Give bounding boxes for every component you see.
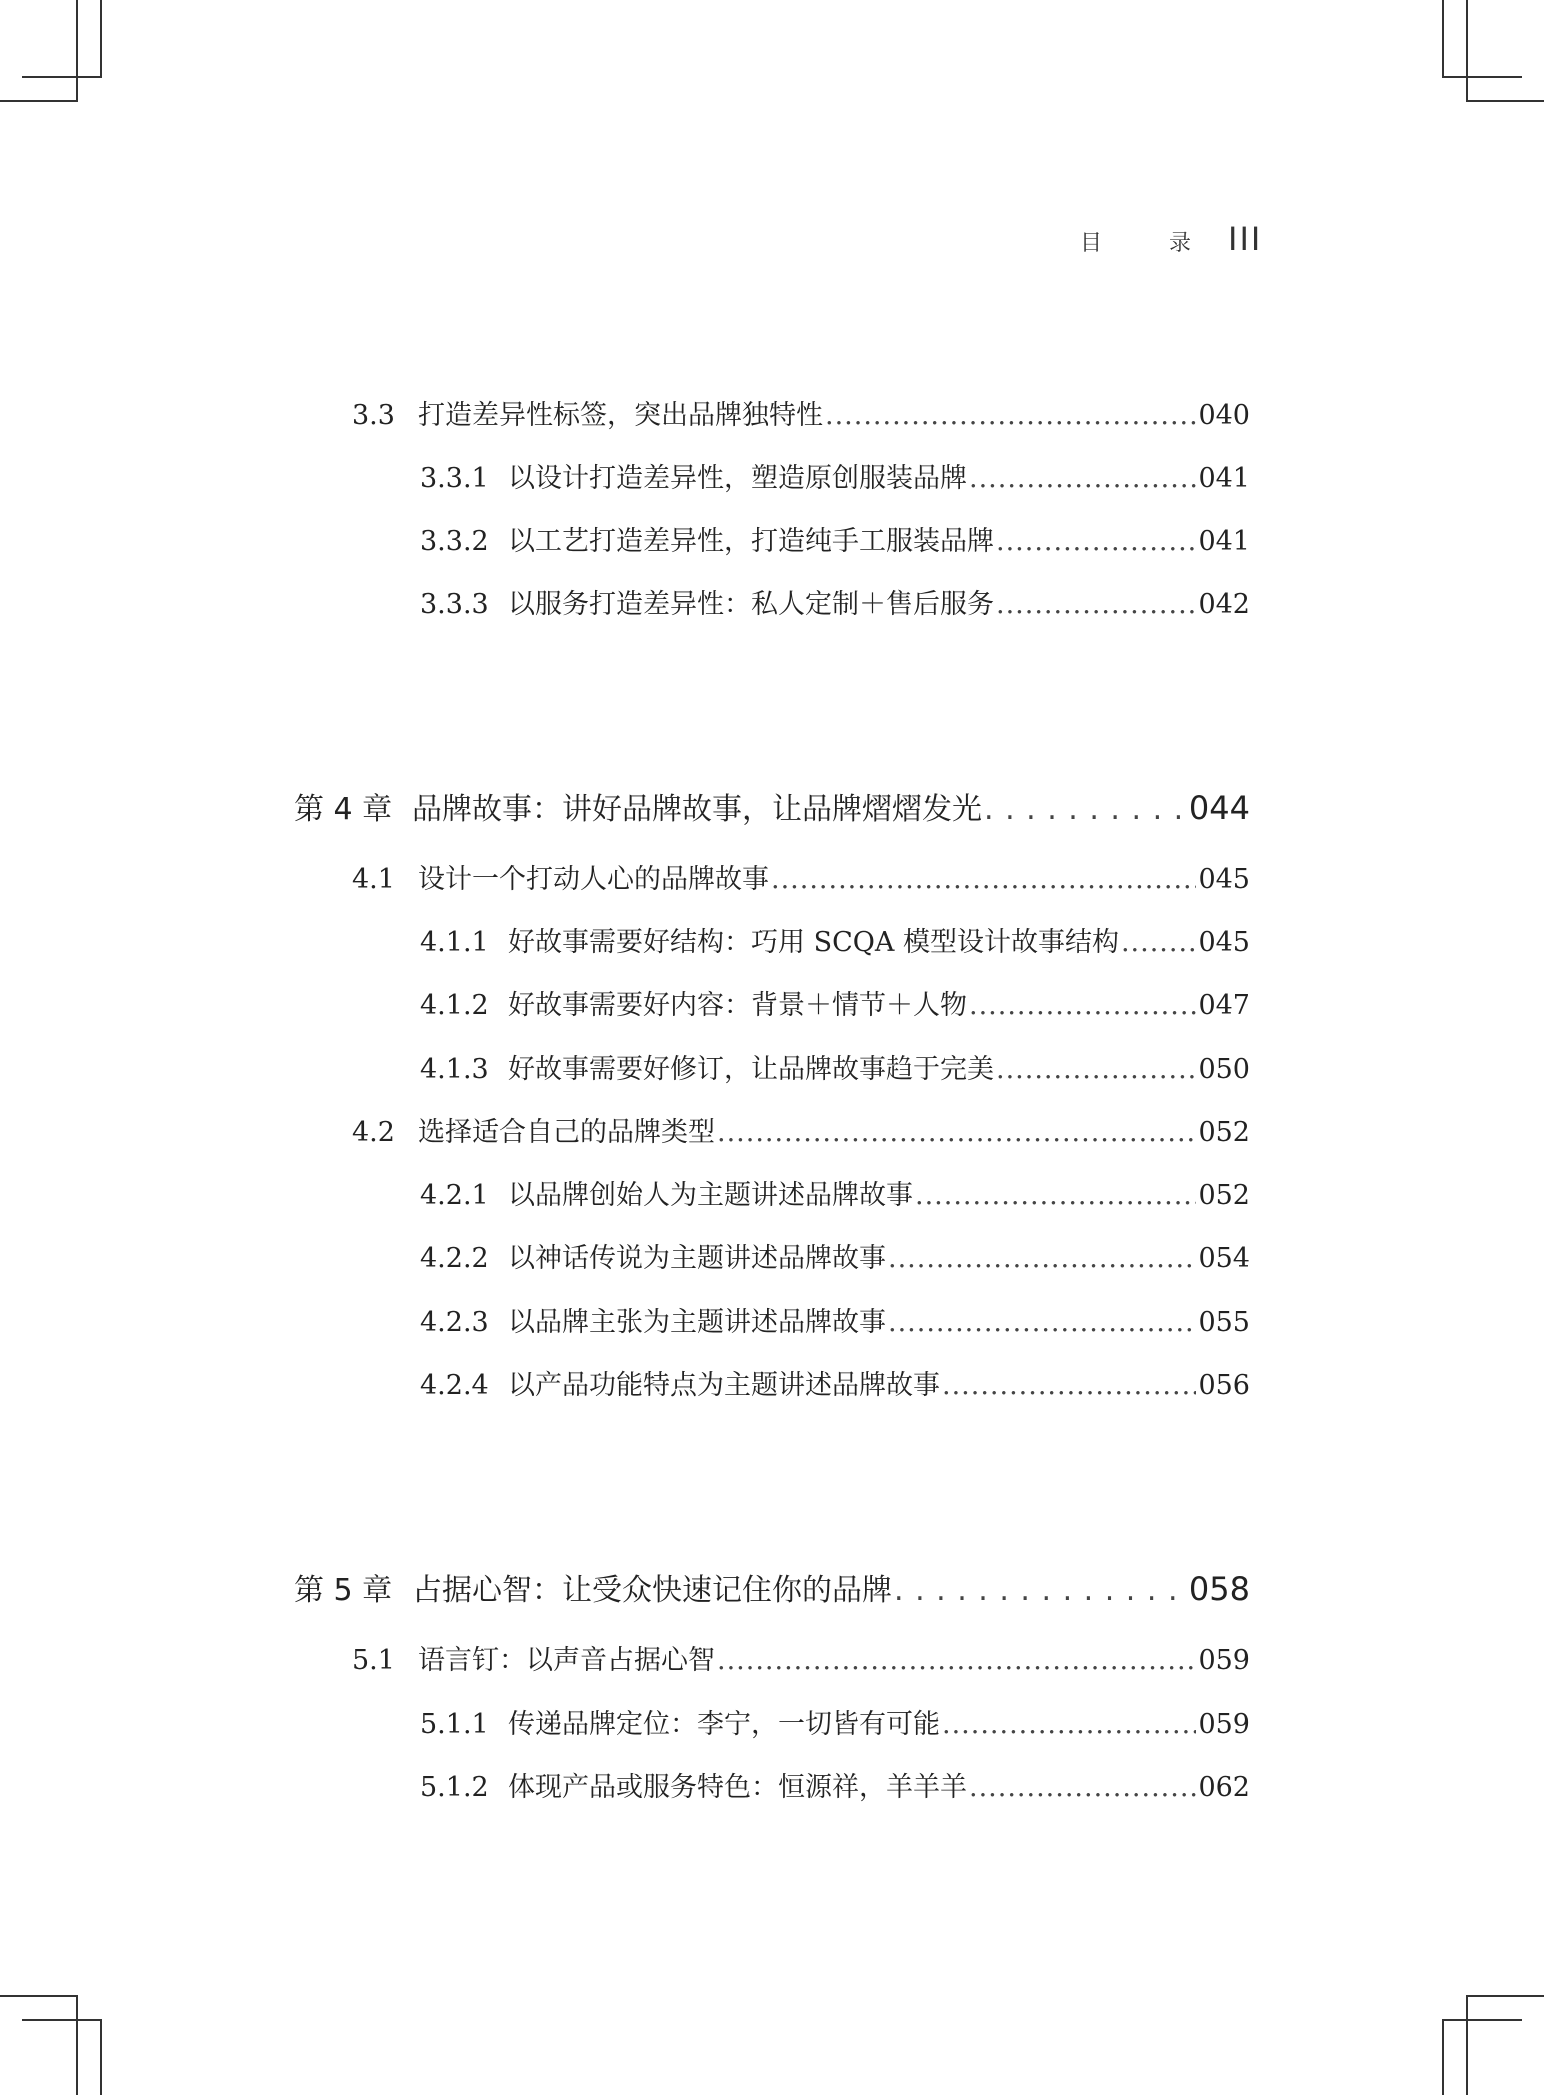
toc-entry[interactable] xyxy=(352,1638,1250,1677)
toc-entry-title: 以产品功能特点为主题讲述品牌故事 xyxy=(508,1370,940,1401)
toc-entry-number: 4.2.2 xyxy=(420,1243,489,1274)
toc-entry[interactable] xyxy=(352,1110,1250,1149)
dot-leader xyxy=(888,1243,1196,1274)
toc-entry-page: 041 xyxy=(1198,463,1250,494)
toc-entry-title: 品牌故事：讲好品牌故事，让品牌熠熠发光 xyxy=(412,792,982,827)
toc-entry-number: 5.1.2 xyxy=(420,1772,489,1803)
toc-entry-title: 以工艺打造差异性，打造纯手工服装品牌 xyxy=(508,526,994,557)
toc-entry-title: 占据心智：让受众快速记住你的品牌 xyxy=(412,1573,892,1608)
header-page-number: III xyxy=(1228,220,1263,258)
toc-entry-page: 059 xyxy=(1198,1645,1250,1676)
dot-leader xyxy=(1121,927,1196,958)
dot-leader xyxy=(825,400,1196,431)
dot-leader xyxy=(771,864,1196,895)
crop-mark xyxy=(0,100,78,102)
toc-entry-page: 059 xyxy=(1198,1709,1250,1740)
toc-entry-page: 052 xyxy=(1198,1180,1250,1211)
toc-entry-page: 045 xyxy=(1198,864,1250,895)
dot-leader xyxy=(942,1709,1196,1740)
toc-entry[interactable] xyxy=(420,519,1250,558)
crop-mark xyxy=(1466,0,1468,100)
dot-leader xyxy=(996,526,1196,557)
toc-entry-number: 4.2.3 xyxy=(420,1307,489,1338)
crop-mark xyxy=(1466,100,1544,102)
dot-leader xyxy=(717,1117,1196,1148)
toc-entry-page: 056 xyxy=(1198,1370,1250,1401)
crop-mark xyxy=(22,2019,102,2021)
toc-entry-number: 5.1 xyxy=(352,1645,395,1676)
dot-leader xyxy=(996,589,1196,620)
toc-entry-page: 054 xyxy=(1198,1243,1250,1274)
crop-mark xyxy=(76,1995,78,2095)
toc-entry-number: 3.3 xyxy=(352,400,395,431)
dot-leader xyxy=(969,1772,1196,1803)
dot-leader xyxy=(717,1645,1196,1676)
toc-entry-title: 以神话传说为主题讲述品牌故事 xyxy=(508,1243,886,1274)
toc-entry-number: 4.1 xyxy=(352,864,395,895)
toc-entry-title: 好故事需要好修订，让品牌故事趋于完美 xyxy=(508,1054,994,1085)
dot-leader xyxy=(969,990,1196,1021)
header-label: 目 录 xyxy=(1080,231,1221,256)
crop-mark xyxy=(76,0,78,100)
toc-entry-title: 以设计打造差异性，塑造原创服装品牌 xyxy=(508,463,967,494)
toc-entry[interactable] xyxy=(420,920,1250,959)
toc-entry-number: 4.2.4 xyxy=(420,1370,489,1401)
crop-mark xyxy=(1442,76,1522,78)
toc-entry-page: 041 xyxy=(1198,526,1250,557)
dot-leader xyxy=(996,1054,1196,1085)
toc-chapter-entry[interactable] xyxy=(294,1565,1250,1609)
toc-entry[interactable] xyxy=(420,1765,1250,1804)
toc-entry[interactable] xyxy=(420,1702,1250,1741)
toc-entry-title: 打造差异性标签，突出品牌独特性 xyxy=(418,400,823,431)
crop-mark xyxy=(1442,2019,1522,2021)
toc-entry[interactable] xyxy=(420,456,1250,495)
toc-entry-number: 4.2 xyxy=(352,1117,395,1148)
toc-entry[interactable] xyxy=(420,582,1250,621)
crop-mark xyxy=(1442,2019,1444,2095)
toc-entry-number: 第 5 章 xyxy=(294,1573,393,1608)
toc-entry[interactable] xyxy=(420,1363,1250,1402)
toc-entry[interactable] xyxy=(352,857,1250,896)
toc-entry-page: 042 xyxy=(1198,589,1250,620)
crop-mark xyxy=(1466,1995,1544,1997)
dot-leader xyxy=(984,792,1187,827)
toc-entry-number: 5.1.1 xyxy=(420,1709,489,1740)
toc-entry-number: 4.1.3 xyxy=(420,1054,489,1085)
toc-entry[interactable] xyxy=(352,393,1250,432)
toc-chapter-entry[interactable] xyxy=(294,784,1250,828)
toc-entry-number: 3.3.2 xyxy=(420,526,489,557)
dot-leader xyxy=(888,1307,1196,1338)
crop-mark xyxy=(22,76,102,78)
toc-entry-page: 055 xyxy=(1198,1307,1250,1338)
toc-entry-number: 4.1.2 xyxy=(420,990,489,1021)
toc-entry-number: 4.1.1 xyxy=(420,927,489,958)
toc-entry-number: 4.2.1 xyxy=(420,1180,489,1211)
crop-mark xyxy=(0,1995,78,1997)
crop-mark xyxy=(1466,1995,1468,2095)
toc-entry-page: 058 xyxy=(1188,1570,1250,1608)
toc-entry-page: 045 xyxy=(1198,927,1250,958)
toc-entry-number: 第 4 章 xyxy=(294,792,393,827)
crop-mark xyxy=(100,2019,102,2095)
toc-entry[interactable] xyxy=(420,1300,1250,1339)
toc-entry-page: 044 xyxy=(1188,789,1250,827)
toc-entry-title: 体现产品或服务特色：恒源祥，羊羊羊 xyxy=(508,1772,967,1803)
toc-entry-title: 以品牌主张为主题讲述品牌故事 xyxy=(508,1307,886,1338)
toc-entry-title: 以服务打造差异性：私人定制＋售后服务 xyxy=(508,589,994,620)
toc-entry[interactable] xyxy=(420,983,1250,1022)
toc-entry-title: 选择适合自己的品牌类型 xyxy=(418,1117,715,1148)
toc-entry[interactable] xyxy=(420,1047,1250,1086)
toc-entry[interactable] xyxy=(420,1173,1250,1212)
toc-entry-title: 好故事需要好结构：巧用 SCQA 模型设计故事结构 xyxy=(508,927,1119,958)
toc-entry-page: 062 xyxy=(1198,1772,1250,1803)
crop-mark xyxy=(100,0,102,76)
toc-entry-title: 好故事需要好内容：背景＋情节＋人物 xyxy=(508,990,967,1021)
toc-entry-page: 047 xyxy=(1198,990,1250,1021)
dot-leader xyxy=(942,1370,1196,1401)
toc-entry-page: 040 xyxy=(1198,400,1250,431)
toc-entry-title: 以品牌创始人为主题讲述品牌故事 xyxy=(508,1180,913,1211)
toc-entry-number: 3.3.3 xyxy=(420,589,489,620)
toc-entry[interactable] xyxy=(420,1236,1250,1275)
toc-entry-number: 3.3.1 xyxy=(420,463,489,494)
toc-entry-page: 050 xyxy=(1198,1054,1250,1085)
crop-mark xyxy=(1442,0,1444,76)
dot-leader xyxy=(969,463,1196,494)
dot-leader xyxy=(915,1180,1196,1211)
toc-entry-title: 传递品牌定位：李宁，一切皆有可能 xyxy=(508,1709,940,1740)
toc-entry-title: 语言钉：以声音占据心智 xyxy=(418,1645,715,1676)
toc-entry-page: 052 xyxy=(1198,1117,1250,1148)
toc-entry-title: 设计一个打动人心的品牌故事 xyxy=(418,864,769,895)
running-header xyxy=(1080,220,1263,258)
dot-leader xyxy=(894,1573,1187,1608)
